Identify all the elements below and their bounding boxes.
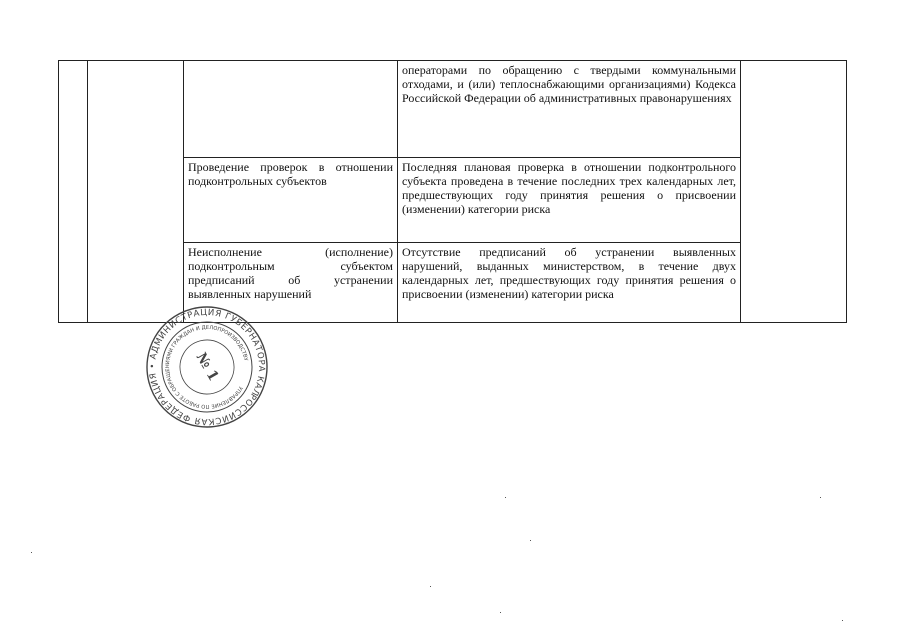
description-cell: Последняя плановая проверка в отношении подконтрольного субъекта проведена в течение последних трех календарных лет, предшествующих году принятия решения о присвоении (изменении) категории риска — [398, 158, 741, 243]
scan-speck — [500, 612, 501, 613]
document-table — [58, 60, 741, 323]
scan-speck — [820, 497, 821, 498]
indicator-group-cell — [88, 61, 184, 323]
row-number-cell — [59, 61, 88, 323]
stamp-number: № 1 — [192, 350, 222, 384]
official-stamp — [144, 304, 270, 430]
scan-speck — [430, 586, 431, 587]
criterion-cell: Неисполнение (исполнение) подконтрольным субъектом предписаний об устранении выявленных нарушений — [184, 243, 398, 323]
table-row — [59, 61, 741, 158]
scan-speck — [842, 620, 843, 621]
stamp-outer-text: РОССИЙСКАЯ ФЕДЕРАЦИЯ • АДМИНИСТРАЦИЯ ГУБЕРНАТОРА КАЛУЖСКОЙ — [147, 307, 267, 427]
scan-speck — [505, 497, 506, 498]
scan-speck — [31, 552, 32, 553]
description-cell: Отсутствие предписаний об устранении выявленных нарушений, выданных министерством, в течение двух календарных лет, предшествующих году принятия решения о присвоении (изменении) категории риска — [398, 243, 741, 323]
criterion-cell: Проведение проверок в отношении подконтрольных субъектов — [184, 158, 398, 243]
description-cell: операторами по обращению с твердыми коммунальными отходами, и (или) теплоснабжающими организациями) Кодекса Российской Федерации об административных правонарушениях — [398, 61, 741, 158]
criterion-cell — [184, 61, 398, 158]
scan-speck — [530, 540, 531, 541]
stamp-inner-text: УПРАВЛЕНИЕ ПО РАБОТЕ С ОБРАЩЕНИЯМИ ГРАЖДАН И ДЕЛОПРОИЗВОДСТВУ — [164, 324, 249, 410]
score-column — [739, 60, 847, 323]
